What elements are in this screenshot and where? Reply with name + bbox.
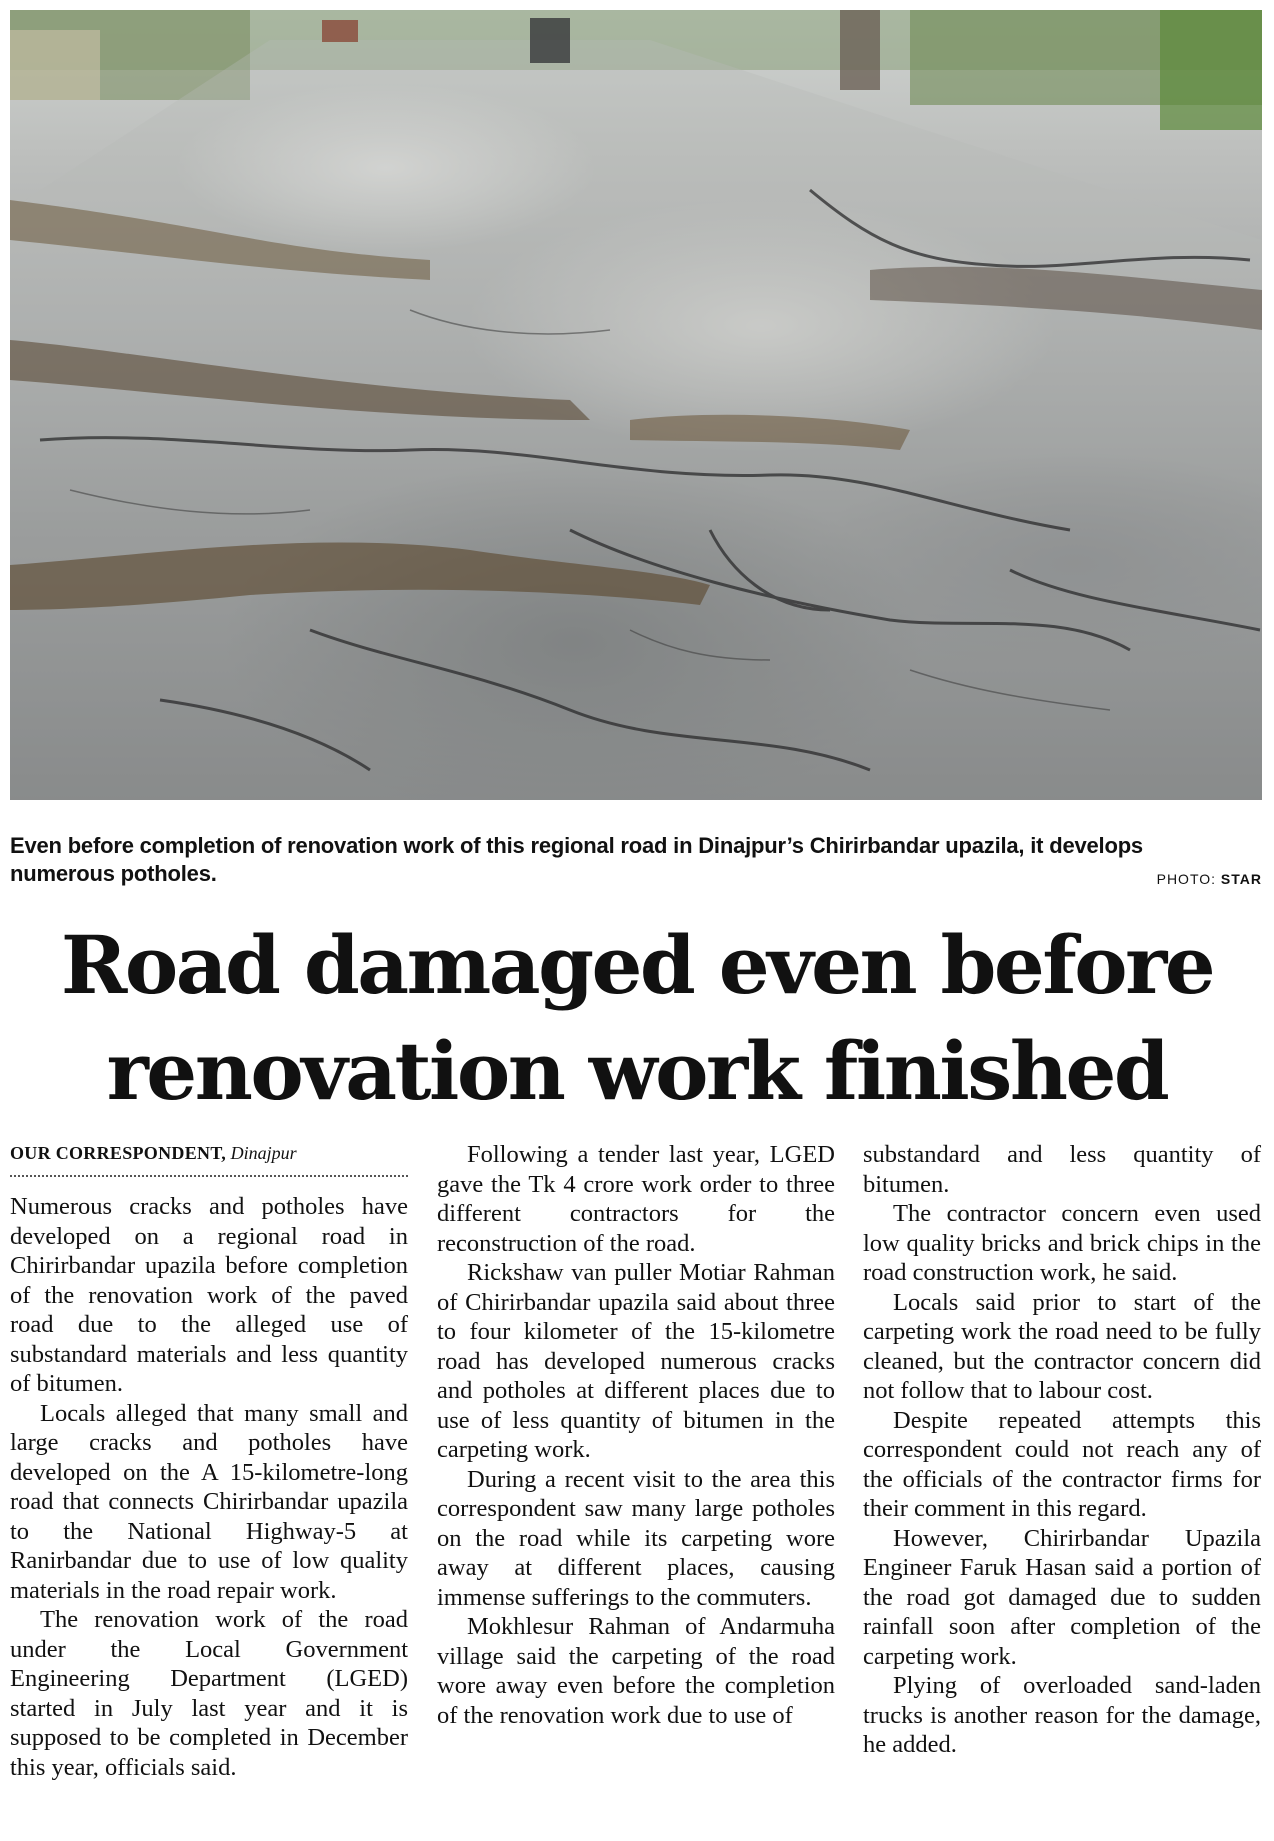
paragraph: Mokhlesur Rahman of Andarmuha village said the carpeting of the road wore away even before the completion of the renovation work due to use of xyxy=(437,1613,835,1729)
paragraph: The contractor concern even used low quality bricks and brick chips in the road construction work, he said. xyxy=(863,1200,1261,1286)
paragraph: Locals said prior to start of the carpeting work the road need to be fully cleaned, but the contractor concern did not follow that to labour cost. xyxy=(863,1288,1261,1404)
headline-line-1: Road damaged even before xyxy=(60,918,1214,1012)
paragraph: Plying of overloaded sand-laden trucks is another reason for the damage, he added. xyxy=(863,1672,1261,1758)
headline xyxy=(0,912,1274,1124)
article-column-3 xyxy=(863,1140,1261,1760)
photo-credit-prefix: PHOTO: xyxy=(1156,871,1217,887)
paragraph: Despite repeated attempts this correspondent could not reach any of the officials of the contractor firms for their comment in this regard. xyxy=(863,1406,1261,1522)
byline-location: Dinajpur xyxy=(230,1143,297,1163)
news-photo xyxy=(10,10,1262,800)
paragraph: Numerous cracks and potholes have developed on a regional road in Chirirbandar upazila before completion of the renovation work of the paved road due to the alleged use of substandard materials and less quantity of bitumen. xyxy=(10,1193,408,1397)
road-illustration xyxy=(10,10,1262,800)
byline-author: OUR CORRESPONDENT, xyxy=(10,1143,227,1163)
photo-credit xyxy=(1157,871,1262,887)
paragraph: Following a tender last year, LGED gave the Tk 4 crore work order to three different contractors for the reconstruction of the road. xyxy=(437,1141,835,1257)
article-column-2 xyxy=(437,1140,835,1730)
paragraph: During a recent visit to the area this correspondent saw many large potholes on the road while its carpeting wore away at different places, causing immense sufferings to the commuters. xyxy=(437,1465,835,1611)
paragraph: Rickshaw van puller Motiar Rahman of Chirirbandar upazila said about three to four kilometer of the 15-kilometre road has developed numerous cracks and potholes at different places due to use of less quantity of bitumen in the carpeting work. xyxy=(437,1259,835,1463)
paragraph: substandard and less quantity of bitumen. xyxy=(863,1141,1261,1198)
article-column-1 xyxy=(10,1192,408,1782)
paragraph: However, Chirirbandar Upazila Engineer Faruk Hasan said a portion of the road got damaged due to sudden rainfall soon after completion of the carpeting work. xyxy=(863,1524,1261,1670)
photo-caption: Even before completion of renovation work of this regional road in Dinajpur’s Chirirbandar upazila, it develops numerous potholes. xyxy=(10,833,1143,886)
headline-line-2: renovation work finished xyxy=(106,1024,1168,1118)
byline xyxy=(10,1141,408,1177)
photo-credit-source: STAR xyxy=(1220,871,1262,887)
paragraph: The renovation work of the road under the Local Government Engineering Department (LGED) started in July last year and it is supposed to be completed in December this year, officials said. xyxy=(10,1606,408,1781)
paragraph: Locals alleged that many small and large cracks and potholes have developed on the A 15-kilometre-long road that connects Chirirbandar upazila to the National Highway-5 at Ranirbandar due to use of low quality materials in the road repair work. xyxy=(10,1399,408,1604)
